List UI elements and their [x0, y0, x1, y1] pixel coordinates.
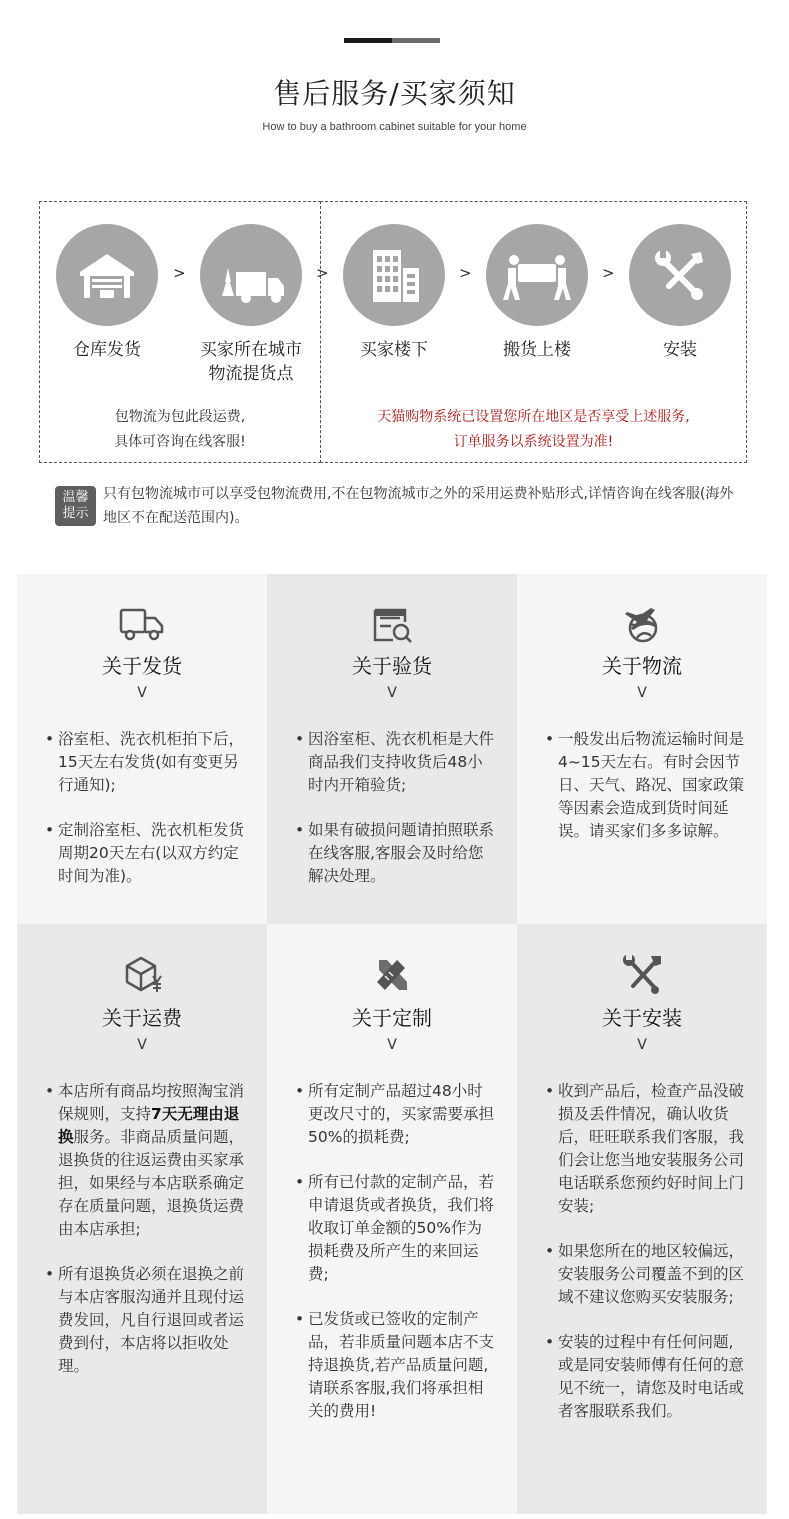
tip-text: 只有包物流城市可以享受包物流费用,不在包物流城市之外的采用运费补贴形式,详情咨询在线客服(海外地区不在配送范围内)。	[103, 486, 734, 526]
card-shipping	[17, 574, 267, 924]
list-item: • 因浴室柜、洗衣机柜是大件商品我们支持收货后48小时内开箱验货;	[295, 728, 495, 797]
service-note: 天猫购物系统已设置您所在地区是否享受上述服务, 订单服务以系统设置为准!	[377, 409, 690, 450]
logistics-note: 包物流为包此段运费, 具体可咨询在线客服!	[114, 409, 246, 450]
policy-highlight: 7天无理由退换	[58, 1105, 240, 1146]
inspection-icon	[367, 602, 417, 646]
flow-arrow: >	[173, 264, 186, 282]
card-title: 关于安装	[602, 1006, 682, 1030]
list-item: • 所有退换货必须在退换之前与本店客服沟通并且现付运费发回，凡自行退回或者运费到付，本店将以拒收处理。	[45, 1263, 245, 1378]
card-list	[545, 1080, 745, 1445]
card-list	[45, 728, 245, 910]
box-yuan-icon	[117, 952, 167, 996]
card-list	[45, 1080, 245, 1400]
card-title: 关于物流	[602, 654, 682, 678]
list-item: • 收到产品后，检查产品没破损及丢件情况，确认收货后，旺旺联系我们客服，我们会让您当地安装服务公司电话联系您预约好时间上门安装;	[545, 1080, 745, 1218]
step-label-warehouse: 仓库发货	[73, 340, 141, 360]
list-item: • 定制浴室柜、洗衣机柜发货周期20天左右(以双方约定时间为准)。	[45, 819, 245, 888]
chevron-down-icon: V	[387, 685, 397, 701]
card-customization	[267, 924, 517, 1514]
warehouse-icon	[56, 224, 158, 326]
step-label-install: 安装	[663, 340, 697, 360]
card-list	[545, 728, 745, 865]
tools-icon	[629, 224, 731, 326]
list-item: • 如果您所在的地区较偏远，安装服务公司覆盖不到的区域不建议您购买安装服务;	[545, 1240, 745, 1309]
flow-arrow: >	[459, 264, 472, 282]
chevron-down-icon: V	[637, 685, 647, 701]
list-item: • 本店所有商品均按照淘宝消保规则，支持7天无理由退换服务。非商品质量问题，退换货的往返运费由买家承担，如果经与本店联系确定存在质量问题，退换货运费由本店承担;	[45, 1080, 245, 1241]
card-shipping-fee	[17, 924, 267, 1514]
card-inspection	[267, 574, 517, 924]
top-accent-bar	[344, 38, 440, 43]
ruler-pencil-icon	[367, 952, 417, 996]
card-list	[295, 1080, 495, 1445]
card-title: 关于定制	[352, 1006, 432, 1030]
list-item: • 浴室柜、洗衣机柜拍下后，15天左右发货(如有变更另行通知);	[45, 728, 245, 797]
step-label-carry-upstairs: 搬货上楼	[503, 340, 571, 360]
page-title: 售后服务/买家须知	[273, 77, 516, 110]
step-label-city-pickup: 买家所在城市 物流提货点	[200, 340, 302, 384]
flow-arrow: >	[602, 264, 615, 282]
chevron-down-icon: V	[137, 685, 147, 701]
card-title: 关于发货	[102, 654, 182, 678]
list-item: • 所有已付款的定制产品，若申请退货或者换货，我们将收取订单金额的50%作为损耗费及所产生的来回运费;	[295, 1171, 495, 1286]
globe-plane-icon	[617, 602, 667, 646]
card-title: 关于验货	[352, 654, 432, 678]
truck-outline-icon	[117, 602, 167, 646]
list-item: • 安装的过程中有任何问题,或是同安装师傅有任何的意见不统一，请您及时电话或者客服联系我们。	[545, 1331, 745, 1423]
card-title: 关于运费	[102, 1006, 182, 1030]
list-item: • 一般发出后物流运输时间是4~15天左右。有时会因节日、天气、路况、国家政策等因素会造成到货时间延误。请买家们多多谅解。	[545, 728, 745, 843]
card-list	[295, 728, 495, 910]
list-item: • 如果有破损问题请拍照联系在线客服,客服会及时给您解决处理。	[295, 819, 495, 888]
movers-icon	[486, 224, 588, 326]
tip-badge: 温馨 提示	[55, 486, 96, 526]
card-logistics	[517, 574, 767, 924]
list-item: • 已发货或已签收的定制产品，若非质量问题本店不支持退换货,若产品质量问题,请联系客服,我们将承担相关的费用!	[295, 1308, 495, 1423]
list-item: • 所有定制产品超过48小时更改尺寸的，买家需要承担50%的损耗费;	[295, 1080, 495, 1149]
chevron-down-icon: V	[637, 1037, 647, 1053]
flow-arrow: >	[316, 264, 329, 282]
chevron-down-icon: V	[137, 1037, 147, 1053]
wrench-screwdriver-icon	[617, 952, 667, 996]
truck-icon	[200, 224, 302, 326]
page-subtitle: How to buy a bathroom cabinet suitable for your home	[262, 121, 527, 133]
step-label-downstairs: 买家楼下	[360, 340, 428, 360]
building-icon	[343, 224, 445, 326]
chevron-down-icon: V	[387, 1037, 397, 1053]
card-installation	[517, 924, 767, 1514]
